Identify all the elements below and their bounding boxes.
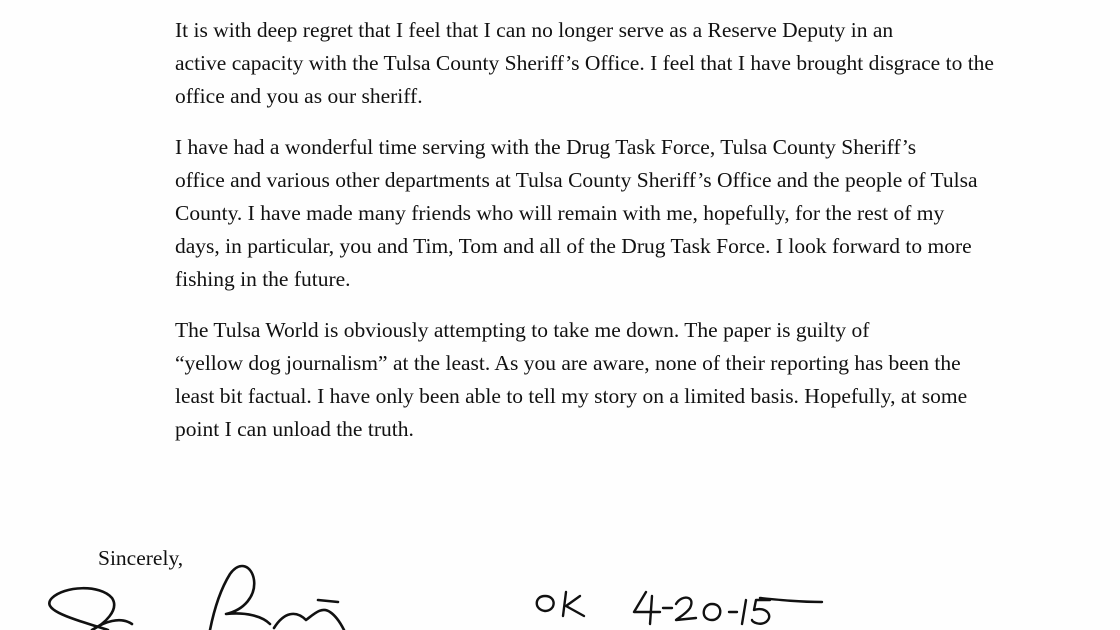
paragraph-line: least bit factual. I have only been able to tell my story on a limited basis. Hopefully, at some [175, 384, 968, 408]
paragraph-line: The Tulsa World is obviously attempting to take me down. The paper is guilty of [175, 318, 870, 342]
closing-salutation: Sincerely, [98, 546, 184, 570]
paragraph-line: point I can unload the truth. [175, 417, 414, 441]
paragraph-line: days, in particular, you and Tim, Tom and all of the Drug Task Force. I look forward to more [175, 234, 972, 258]
paragraph-line: County. I have made many friends who will remain with me, hopefully, for the rest of my [175, 201, 945, 225]
paragraph-line: It is with deep regret that I feel that I can no longer serve as a Reserve Deputy in an [175, 18, 894, 42]
paragraph-line: active capacity with the Tulsa County Sheriff’s Office. I feel that I have brought disgrace to the [175, 51, 994, 75]
paragraph-line: office and you as our sheriff. [175, 84, 423, 108]
signature [49, 566, 344, 630]
handwritten-annotation [537, 592, 822, 624]
paragraph-line: fishing in the future. [175, 267, 351, 291]
paragraph-line: “yellow dog journalism” at the least. As you are aware, none of their reporting has been the [175, 351, 961, 375]
paragraph-line: I have had a wonderful time serving with the Drug Task Force, Tulsa County Sheriff’s [175, 135, 917, 159]
paragraph-line: office and various other departments at Tulsa County Sheriff’s Office and the people of Tulsa [175, 168, 978, 192]
